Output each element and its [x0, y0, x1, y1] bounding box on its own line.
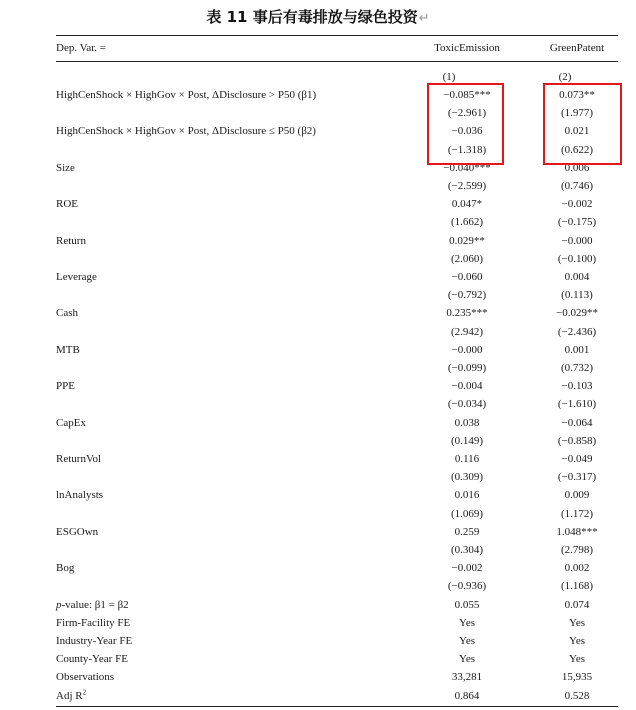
row-label: lnAnalysts [56, 489, 104, 501]
table-title-text: 表 11 事后有毒排放与绿色投资 [206, 8, 418, 26]
cell-green-patent: (1.977) [560, 107, 594, 119]
cell-green-patent: Yes [568, 635, 585, 647]
cell-green-patent: Yes [568, 617, 585, 629]
header-rule [56, 61, 618, 62]
row-label: MTB [56, 344, 80, 356]
cell-green-patent: (2.798) [560, 544, 594, 556]
cell-toxic-emission: (−1.318) [447, 144, 487, 156]
column-number-2: (2) [558, 71, 572, 83]
cell-toxic-emission: −0.036 [451, 125, 483, 137]
row-label: Return [56, 235, 86, 247]
cell-toxic-emission: (0.304) [450, 544, 484, 556]
cell-green-patent: 0.073** [559, 89, 595, 101]
cell-toxic-emission: Yes [458, 635, 475, 647]
cell-green-patent: (−2.436) [557, 326, 597, 338]
cell-green-patent: (−0.858) [557, 435, 597, 447]
row-label: Size [56, 162, 75, 174]
cell-green-patent: (0.622) [560, 144, 594, 156]
cell-green-patent: 0.004 [564, 271, 590, 283]
cell-green-patent: (−0.100) [557, 253, 597, 265]
cell-toxic-emission: 0.259 [454, 526, 480, 538]
cell-toxic-emission: (−0.099) [447, 362, 487, 374]
cell-toxic-emission: (−0.034) [447, 398, 487, 410]
row-label: CapEx [56, 417, 86, 429]
cell-green-patent: 0.021 [564, 125, 590, 137]
cell-toxic-emission: −0.004 [451, 380, 483, 392]
column-number-1: (1) [442, 71, 456, 83]
paragraph-mark-icon: ↵ [418, 11, 430, 26]
superscript: 2 [82, 688, 87, 697]
cell-green-patent: −0.000 [561, 235, 593, 247]
cell-green-patent: 0.528 [564, 690, 590, 702]
row-label: ESGOwn [56, 526, 99, 538]
cell-green-patent: Yes [568, 653, 585, 665]
cell-toxic-emission: 0.055 [454, 599, 480, 611]
cell-toxic-emission: (0.149) [450, 435, 484, 447]
cell-toxic-emission: 0.038 [454, 417, 480, 429]
dep-var-label: Dep. Var. = [56, 42, 106, 54]
cell-toxic-emission: (−0.792) [447, 289, 487, 301]
row-label: HighCenShock × HighGov × Post, ΔDisclosure > P50 (β1) [56, 89, 317, 101]
cell-toxic-emission: (0.309) [450, 471, 484, 483]
cell-green-patent: (−1.610) [557, 398, 597, 410]
cell-green-patent: 1.048*** [556, 526, 598, 538]
cell-green-patent: −0.002 [561, 198, 593, 210]
cell-green-patent: −0.029** [556, 307, 598, 319]
cell-toxic-emission: (−2.961) [447, 107, 487, 119]
column-header-green-patent: GreenPatent [549, 42, 605, 54]
cell-toxic-emission: (−2.599) [447, 180, 487, 192]
cell-toxic-emission: −0.000 [451, 344, 483, 356]
cell-green-patent: −0.049 [561, 453, 593, 465]
row-label: HighCenShock × HighGov × Post, ΔDisclosure ≤ P50 (β2) [56, 125, 316, 137]
cell-green-patent: −0.064 [561, 417, 593, 429]
row-label: Cash [56, 307, 78, 319]
row-label: Observations [56, 671, 115, 683]
row-label: p-value: β1 = β2 [56, 599, 129, 611]
cell-toxic-emission: 0.016 [454, 489, 480, 501]
cell-green-patent: (1.168) [560, 580, 594, 592]
cell-green-patent: (0.113) [561, 289, 593, 301]
row-label: Industry-Year FE [56, 635, 133, 647]
row-label: ReturnVol [56, 453, 102, 465]
row-label: County-Year FE [56, 653, 128, 665]
cell-green-patent: 0.002 [564, 562, 590, 574]
row-label: Bog [56, 562, 75, 574]
highlight-box-toxic-emission [427, 83, 504, 165]
cell-toxic-emission: −0.040*** [443, 162, 491, 174]
cell-green-patent: (−0.317) [557, 471, 597, 483]
cell-green-patent: 0.009 [564, 489, 590, 501]
table-title [0, 6, 636, 27]
bottom-rule [56, 706, 618, 707]
row-label: Firm-Facility FE [56, 617, 131, 629]
cell-toxic-emission: (−0.936) [447, 580, 487, 592]
cell-green-patent: 0.074 [564, 599, 590, 611]
row-label: ROE [56, 198, 78, 210]
cell-toxic-emission: 0.116 [454, 453, 480, 465]
cell-green-patent: (0.732) [560, 362, 594, 374]
cell-green-patent: 15,935 [561, 671, 593, 683]
cell-toxic-emission: (2.060) [450, 253, 484, 265]
cell-toxic-emission: −0.085*** [443, 89, 491, 101]
cell-toxic-emission: (1.662) [450, 216, 484, 228]
row-label: PPE [56, 380, 75, 392]
highlight-box-green-patent [543, 83, 622, 165]
cell-green-patent: (−0.175) [557, 216, 597, 228]
cell-green-patent: (0.746) [560, 180, 594, 192]
cell-green-patent: 0.001 [564, 344, 590, 356]
cell-toxic-emission: −0.060 [451, 271, 483, 283]
cell-toxic-emission: (1.069) [450, 508, 484, 520]
cell-toxic-emission: (2.942) [450, 326, 484, 338]
cell-toxic-emission: 0.864 [454, 690, 480, 702]
row-label: Adj $R^2$ [56, 688, 87, 702]
cell-toxic-emission: Yes [458, 653, 475, 665]
row-label: Leverage [56, 271, 97, 283]
cell-green-patent: −0.103 [561, 380, 593, 392]
cell-green-patent: 0.006 [564, 162, 590, 174]
top-rule [56, 35, 618, 36]
cell-toxic-emission: 0.235*** [446, 307, 488, 319]
cell-toxic-emission: 33,281 [451, 671, 483, 683]
cell-toxic-emission: 0.047* [451, 198, 483, 210]
cell-green-patent: (1.172) [560, 508, 594, 520]
cell-toxic-emission: −0.002 [451, 562, 483, 574]
cell-toxic-emission: Yes [458, 617, 475, 629]
column-header-toxic-emission: ToxicEmission [434, 42, 500, 54]
cell-toxic-emission: 0.029** [449, 235, 485, 247]
